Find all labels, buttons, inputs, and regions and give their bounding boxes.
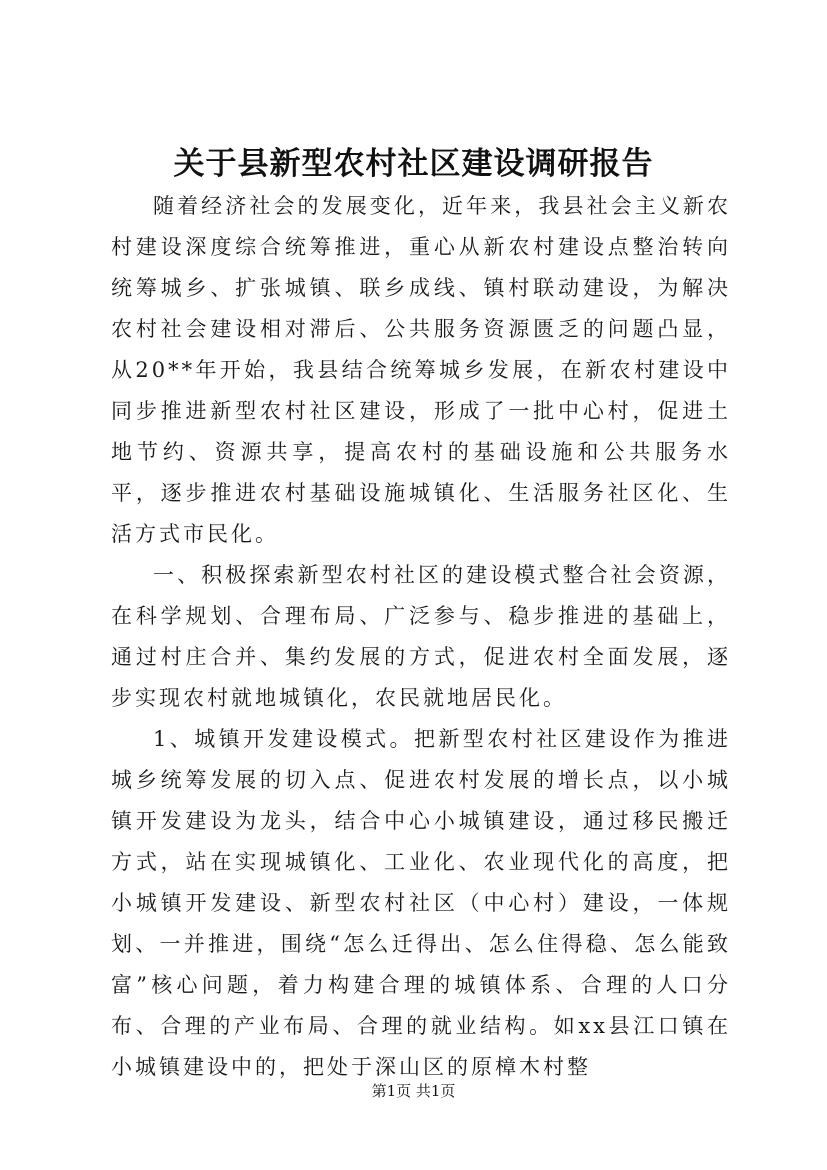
paragraph-section-one: 一、积极探索新型农村社区的建设模式整合社会资源，在科学规划、合理布局、广泛参与、稳步推进的基础上，通过村庄合并、集约发展的方式，促进农村全面发展，逐步实现农村就地城镇化，农民就地居民化。: [111, 563, 731, 710]
paragraph-item-one: 1、城镇开发建设模式。把新型农村社区建设作为推进城乡统筹发展的切入点、促进农村发展的增长点，以小城镇开发建设为龙头，结合中心小城镇建设，通过移民搬迁方式，站在实现城镇化、工业化、农业现代化的高度，把小城镇开发建设、新型农村社区（中心村）建设，一体规划、一并推进，围绕“怎么迁得出、怎么住得稳、怎么能致富”核心问题，着力构建合理的城镇体系、合理的人口分布、合理的产业布局、合理的就业结构。如xx县江口镇在小城镇建设中的，把处于深山区的原樟木村整: [111, 727, 731, 1079]
page-footer: 第1页 共1页: [371, 1082, 456, 1100]
paragraph-intro: 随着经济社会的发展变化，近年来，我县社会主义新农村建设深度综合统筹推进，重心从新农村建设点整治转向统筹城乡、扩张城镇、联乡成线、镇村联动建设，为解决农村社会建设相对滞后、公共服务资源匮乏的问题凸显，从20**年开始，我县结合统筹城乡发展，在新农村建设中同步推进新型农村社区建设，形成了一批中心村，促进土地节约、资源共享，提高农村的基础设施和公共服务水平，逐步推进农村基础设施城镇化、生活服务社区化、生活方式市民化。: [111, 194, 731, 546]
document-title: 关于县新型农村社区建设调研报告: [173, 146, 654, 182]
document-body: [111, 186, 731, 1088]
